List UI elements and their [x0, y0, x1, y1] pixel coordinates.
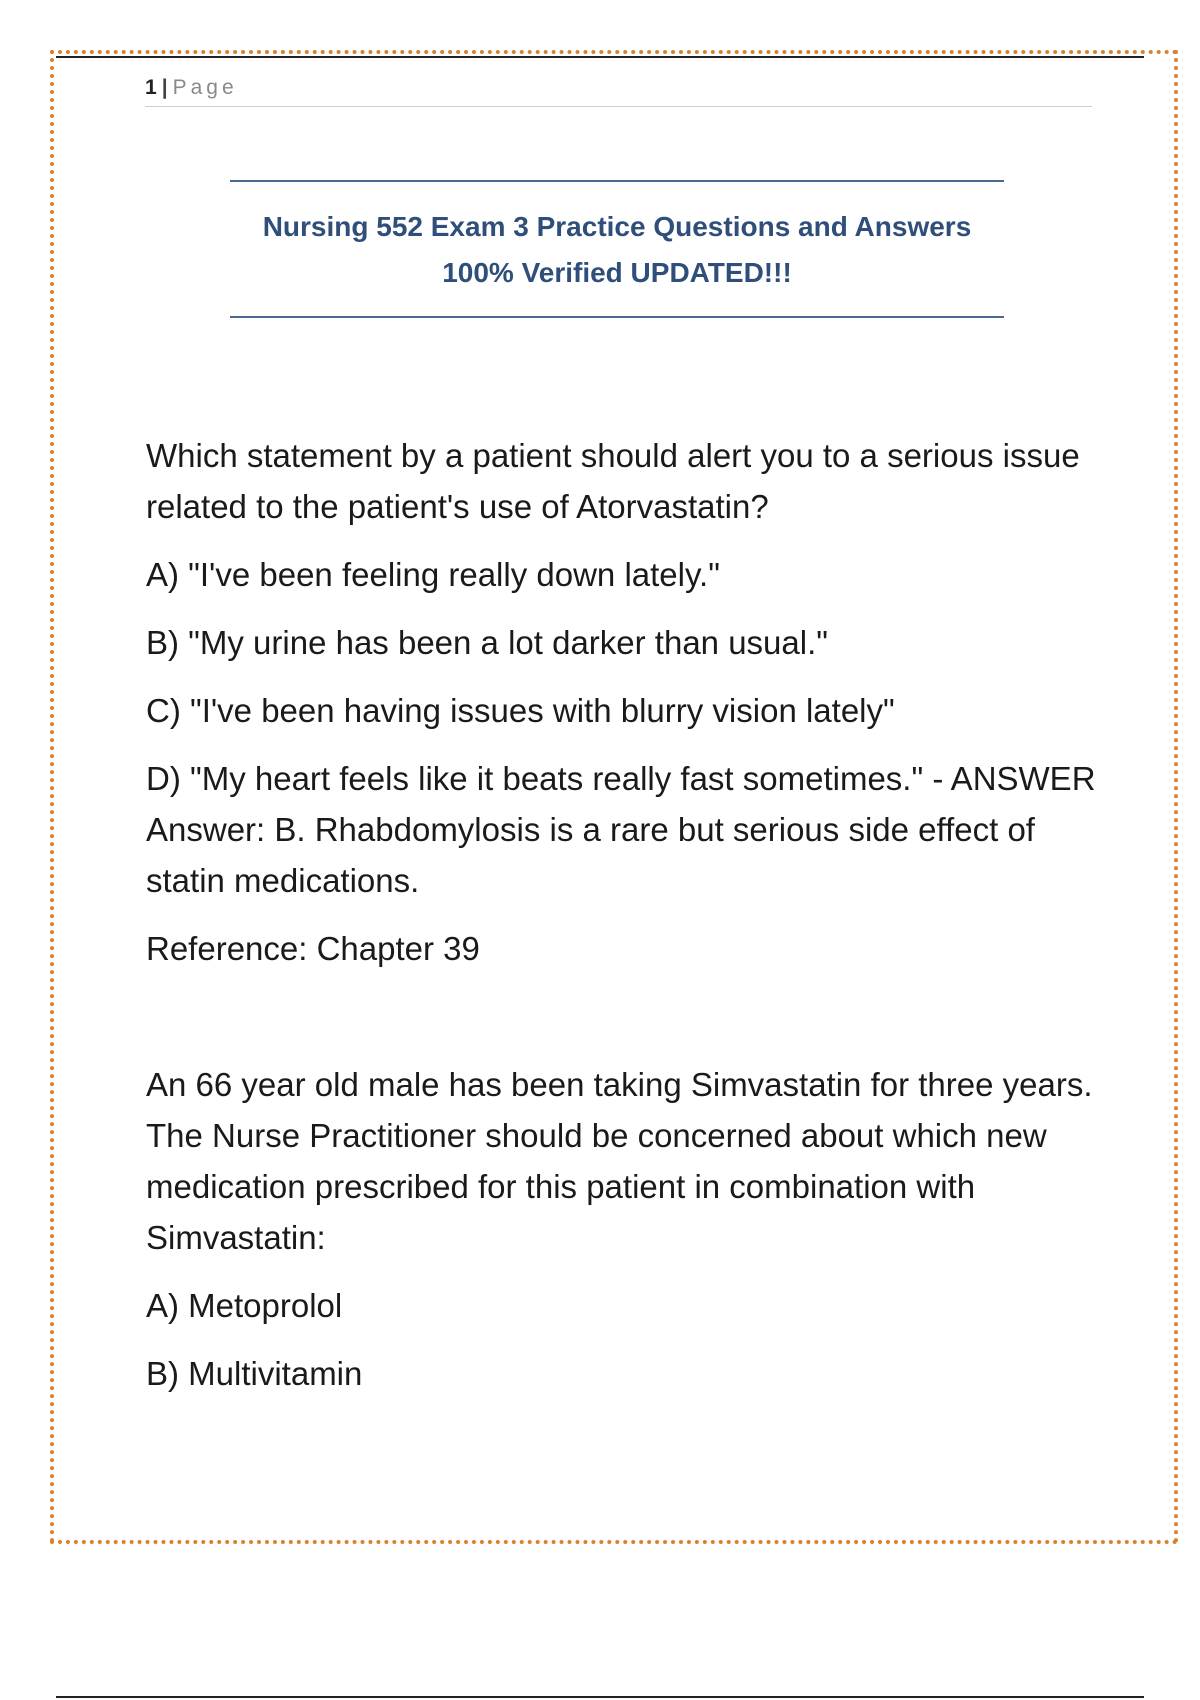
question-2 [146, 1059, 1096, 1399]
answer-option: A) Metoprolol [146, 1287, 343, 1324]
spacer [146, 991, 1096, 1059]
bottom-rule [56, 1696, 1144, 1698]
answer-option: B) "My urine has been a lot darker than usual." [146, 624, 828, 661]
title-line-2: 100% Verified UPDATED!!! [442, 257, 792, 288]
document-body [146, 430, 1096, 1416]
title-line-1: Nursing 552 Exam 3 Practice Questions and Answers [262, 211, 972, 242]
question-stem: An 66 year old male has been taking Simvastatin for three years. The Nurse Practitioner should be concerned about which new medication prescribed for this patient in combination with Simvastatin: [146, 1066, 1093, 1256]
question-1 [146, 430, 1096, 974]
answer-option: D) "My heart feels like it beats really fast sometimes." - ANSWER Answer: B. Rhabdomylosis is a rare but serious side effect of statin medications. [146, 760, 1096, 899]
answer-option: C) "I've been having issues with blurry vision lately" [146, 692, 895, 729]
answer-option: A) "I've been feeling really down lately." [146, 556, 720, 593]
page-number: 1 [145, 76, 158, 99]
top-rule [56, 56, 1144, 58]
reference: Reference: Chapter 39 [146, 930, 480, 967]
page-separator: | [161, 76, 169, 99]
answer-option: B) Multivitamin [146, 1355, 363, 1392]
title-block [230, 180, 1004, 318]
page-header [145, 76, 1092, 107]
question-stem: Which statement by a patient should alert you to a serious issue related to the patient's use of Atorvastatin? [146, 437, 1080, 525]
page-label: Page [172, 76, 238, 99]
